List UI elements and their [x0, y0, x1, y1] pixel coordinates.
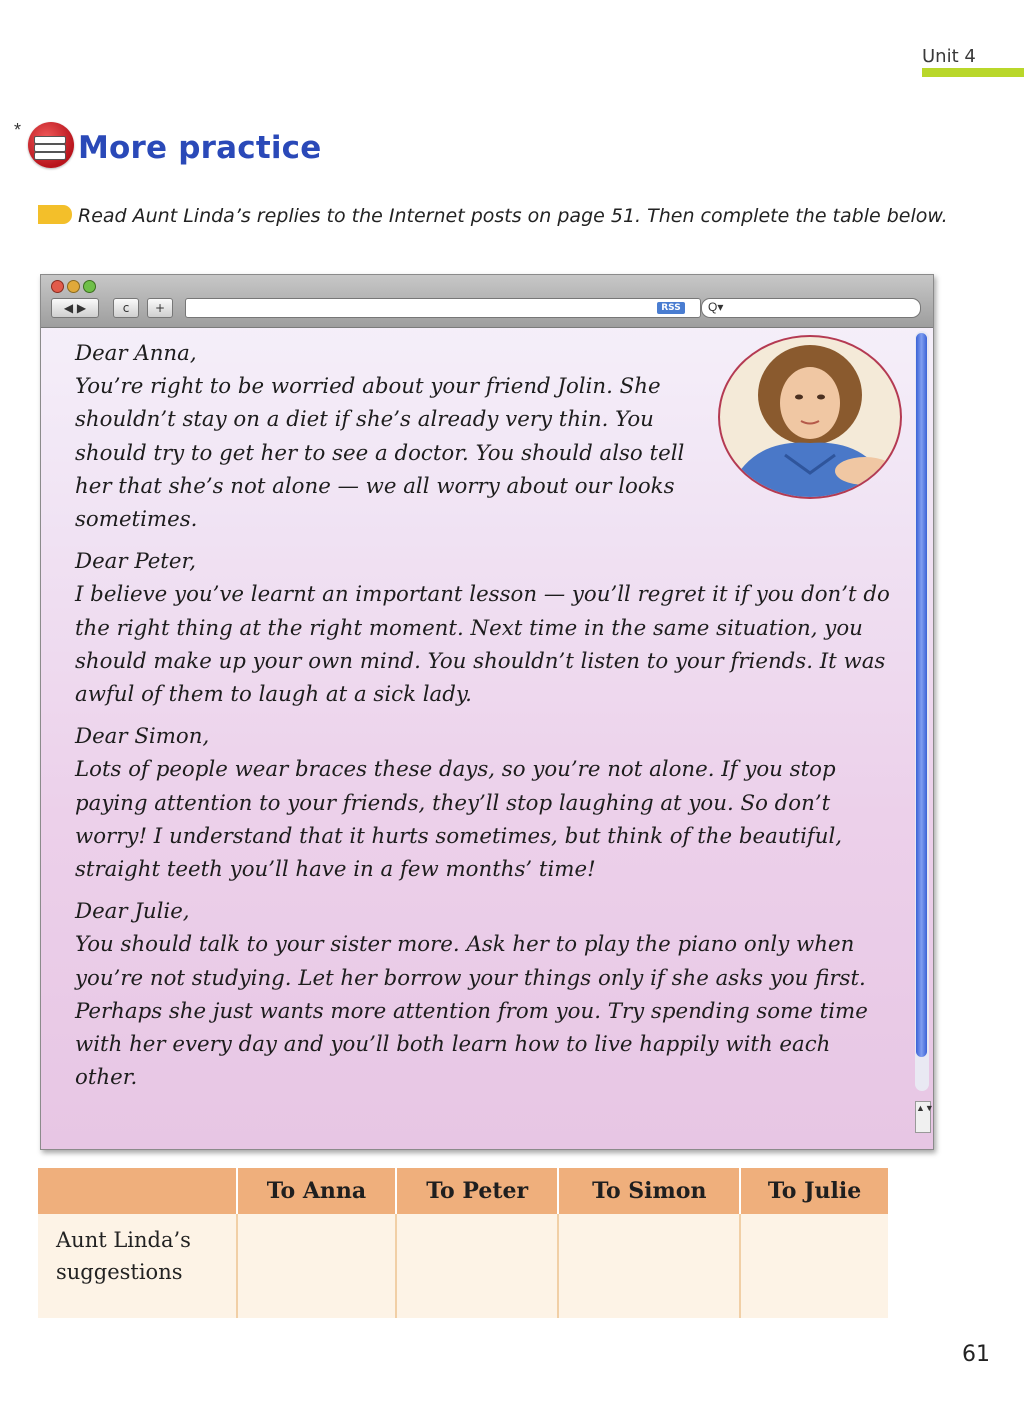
close-window-icon[interactable]	[51, 280, 64, 293]
letter-salutation: Dear Simon,	[75, 724, 210, 750]
letter-simon	[75, 720, 895, 886]
table-header-cell: To Julie	[740, 1168, 888, 1214]
section-title: More practice	[78, 130, 322, 166]
browser-toolbar	[41, 275, 933, 328]
star-marker: *	[14, 120, 22, 140]
letter-peter	[75, 545, 895, 711]
table-header-cell: To Anna	[237, 1168, 396, 1214]
suggestions-table	[38, 1168, 888, 1318]
aunt-linda-photo	[715, 333, 905, 501]
zoom-window-icon[interactable]	[83, 280, 96, 293]
letter-body: Lots of people wear braces these days, so you’re not alone. If you stop paying attention to your friends, they’ll stop laughing at you. So don’t worry! I understand that it hurts sometimes, but think of the beautiful, straight teeth you’ll have in a few months’ time!	[75, 757, 843, 883]
answer-cell-julie[interactable]	[740, 1214, 888, 1318]
answer-cell-peter[interactable]	[396, 1214, 559, 1318]
letter-salutation: Dear Anna,	[75, 341, 197, 366]
table-header-cell	[38, 1168, 237, 1214]
scroll-thumb[interactable]	[916, 333, 927, 1057]
scroll-arrows-icon[interactable]: ▲▼	[915, 1101, 931, 1133]
unit-accent-bar	[922, 68, 1024, 77]
books-icon	[28, 122, 74, 168]
rss-button[interactable]: RSS	[657, 302, 685, 314]
page-number: 61	[962, 1342, 990, 1367]
table-header-cell: To Simon	[558, 1168, 740, 1214]
vertical-scrollbar[interactable]	[915, 331, 934, 1129]
scroll-track[interactable]	[915, 331, 929, 1091]
answer-cell-anna[interactable]	[237, 1214, 396, 1318]
search-icon: Q▾	[708, 300, 724, 314]
reload-button[interactable]: c	[113, 298, 139, 318]
table-row	[38, 1214, 888, 1318]
letter-body: I believe you’ve learnt an important lesson — you’ll regret it if you don’t do the right thing at the right moment. Next time in the same situation, you should make up your own mind. You shouldn’t listen to your friends. It was awful of them to laugh at a sick lady.	[75, 582, 890, 708]
minimize-window-icon[interactable]	[67, 280, 80, 293]
letter-body: You’re right to be worried about your friend Jolin. She shouldn’t stay on a diet if she’s already very thin. You should try to get her to see a doctor. You should also tell her that she’s not alone — we all worry about our looks sometimes.	[75, 374, 685, 533]
address-bar[interactable]	[185, 298, 701, 318]
aunt-linda-portrait-icon	[715, 333, 905, 501]
unit-label: Unit 4	[922, 46, 976, 67]
table-header-cell: To Peter	[396, 1168, 559, 1214]
letter-salutation: Dear Peter,	[75, 549, 197, 575]
row-label: Aunt Linda’s suggestions	[38, 1214, 237, 1318]
letter-salutation: Dear Julie,	[75, 899, 190, 925]
answer-cell-simon[interactable]	[558, 1214, 740, 1318]
instruction-marker-icon	[38, 205, 72, 224]
letter-julie	[75, 895, 895, 1094]
instruction-text: Read Aunt Linda’s replies to the Internet posts on page 51. Then complete the table below.	[78, 205, 948, 227]
browser-window	[40, 274, 934, 1150]
letters-content	[75, 337, 895, 1103]
letter-body: You should talk to your sister more. Ask her to play the piano only when you’re not studying. Let her borrow your things only if she asks you first. Perhaps she just wants more attention from you. Try spending some time with her every day and you’ll both learn how to live happily with each other.	[75, 932, 868, 1091]
table-header-row	[38, 1168, 888, 1214]
search-input[interactable]	[701, 298, 921, 318]
add-bookmark-button[interactable]: +	[147, 298, 173, 318]
back-forward-button[interactable]: ◀ ▶	[51, 298, 99, 318]
